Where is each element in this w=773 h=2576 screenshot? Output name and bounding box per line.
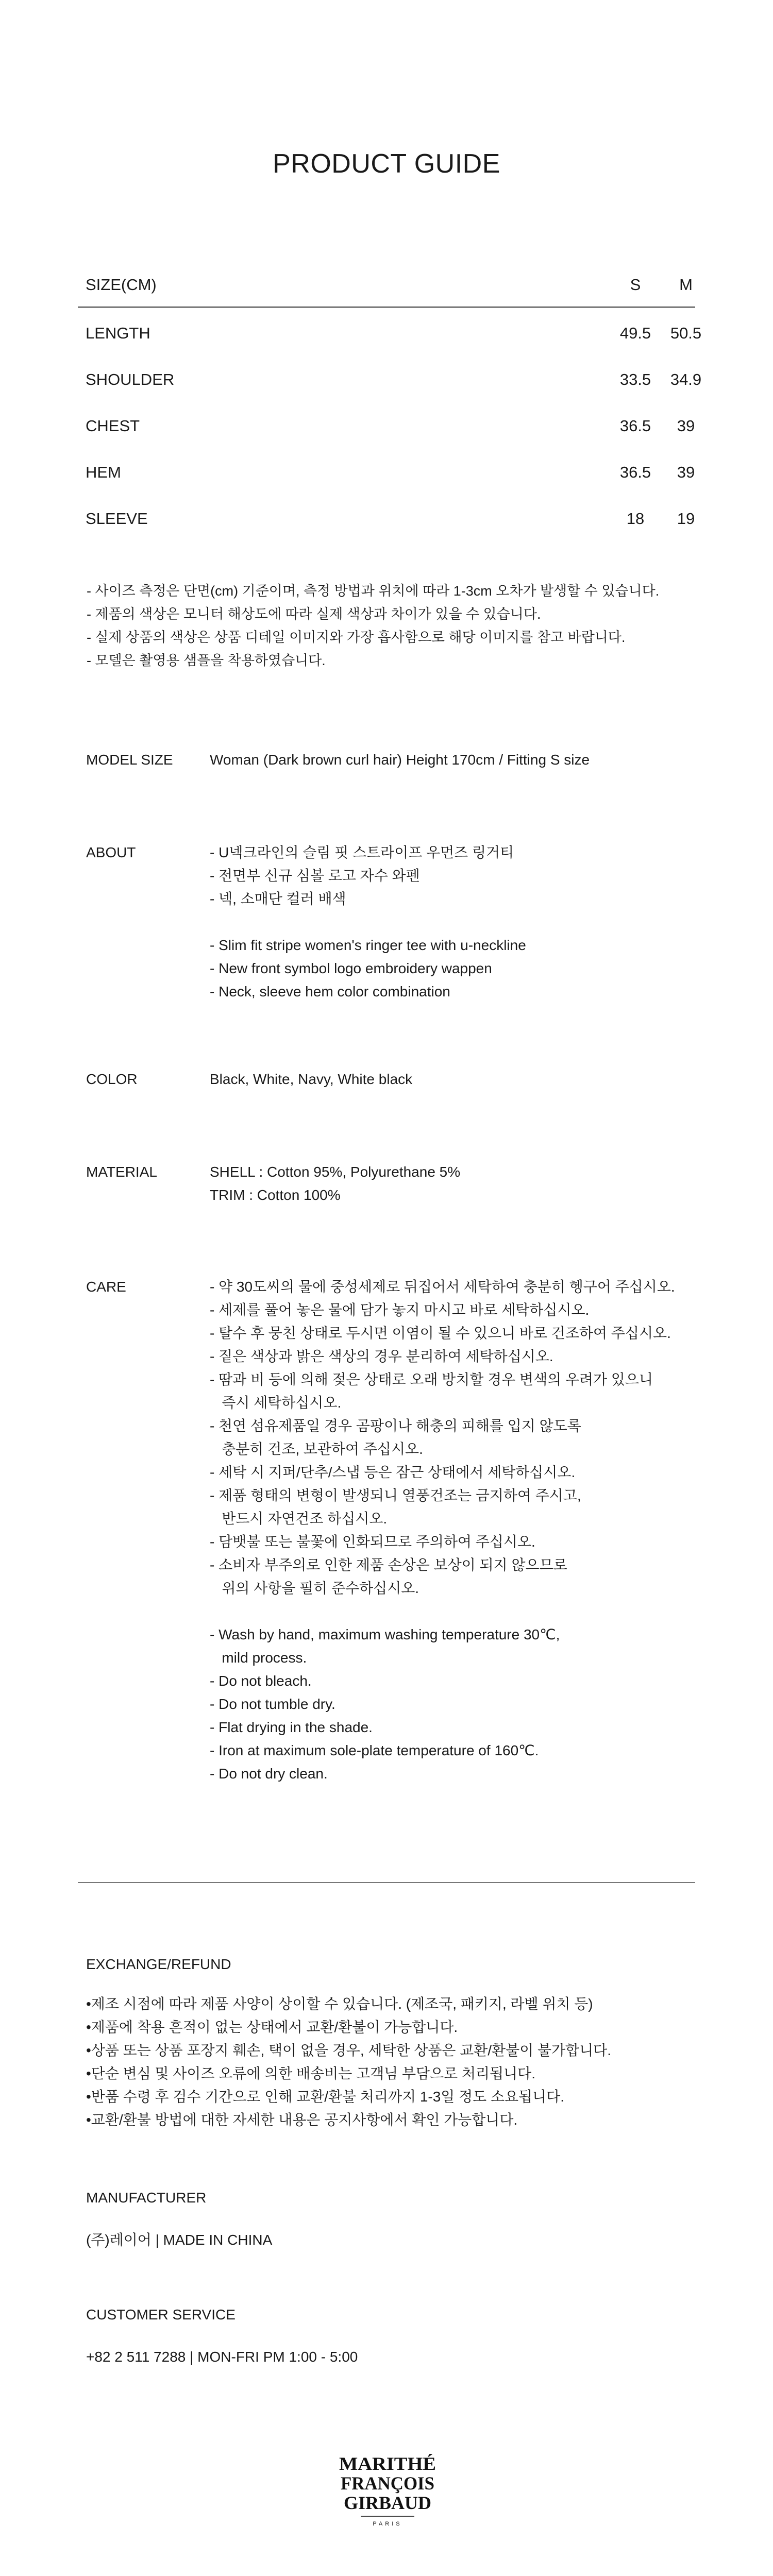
section-divider: [78, 1882, 695, 1883]
about-lines: [210, 841, 704, 1003]
care-line: - Iron at maximum sole-plate temperature of 160℃.: [210, 1742, 539, 1758]
size-note: - 실제 상품의 색상은 상품 디테일 이미지와 가장 흡사함으로 해당 이미지를 참고 바랍니다.: [87, 630, 626, 645]
care-line: - 소비자 부주의로 인한 제품 손상은 보상이 되지 않으므로: [210, 1557, 567, 1573]
size-row-length: [78, 310, 702, 357]
about-line: - New front symbol logo embroidery wappen: [210, 960, 492, 976]
customer-service-section: [86, 2303, 704, 2368]
logo-line-3: GIRBAUD: [344, 2493, 431, 2513]
about-line: - 전면부 신규 심볼 로고 자수 와펜: [210, 868, 420, 884]
material-line: TRIM : Cotton 100%: [210, 1187, 341, 1203]
page-title: PRODUCT GUIDE: [273, 149, 500, 179]
care-line: - 담뱃불 또는 불꽃에 인화되므로 주의하여 주십시오.: [210, 1534, 535, 1550]
brand-logo: [337, 2452, 438, 2529]
care-line: - Do not tumble dry.: [210, 1696, 335, 1712]
model-size-text: Woman (Dark brown curl hair) Height 170cm / Fitting S size: [210, 752, 590, 768]
exchange-refund-section: [86, 1953, 704, 2131]
care-line: - Do not dry clean.: [210, 1766, 328, 1782]
size-row-label: SHOULDER: [86, 370, 175, 388]
color-value: [210, 1067, 704, 1091]
about-label: ABOUT: [86, 844, 136, 860]
care-line: - Wash by hand, maximum washing temperature 30℃,: [210, 1626, 560, 1642]
size-header-m: M: [679, 276, 693, 294]
logo-line-2: FRANÇOIS: [341, 2473, 434, 2494]
size-row-label: LENGTH: [86, 324, 150, 342]
exchange-line: •교환/환불 방법에 대한 자세한 내용은 공지사항에서 확인 가능합니다.: [86, 2112, 518, 2128]
care-line: 반드시 자연건조 하십시오.: [210, 1511, 388, 1527]
manufacturer-section: [86, 2186, 704, 2251]
size-row-value-s: 36.5: [619, 463, 651, 481]
care-line: - 천연 섬유제품일 경우 곰팡이나 해충의 피해를 입지 않도록: [210, 1418, 581, 1434]
color-text: Black, White, Navy, White black: [210, 1071, 413, 1087]
about-line: - U넥크라인의 슬림 핏 스트라이프 우먼즈 링거티: [210, 844, 514, 860]
care-line: - 땀과 비 등에 의해 젖은 상태로 오래 방치할 경우 변색의 우려가 있으니: [210, 1371, 653, 1387]
size-header-s: S: [630, 276, 641, 294]
size-row-sleeve: [78, 496, 695, 542]
care-lines: [210, 1275, 704, 1785]
size-row-label: CHEST: [86, 417, 140, 435]
care-line: - 탈수 후 뭉친 상태로 두시면 이염이 될 수 있으니 바로 건조하여 주십시오.: [210, 1325, 671, 1341]
care-line: mild process.: [210, 1650, 307, 1666]
manufacturer-heading: MANUFACTURER: [86, 2190, 207, 2206]
logo-tagline: PARIS: [373, 2521, 402, 2527]
customer-service-heading: CUSTOMER SERVICE: [86, 2307, 236, 2323]
size-table-header: [78, 263, 695, 308]
care-line: - Do not bleach.: [210, 1673, 312, 1689]
size-row-value-m: 39: [677, 417, 695, 435]
material-lines: [210, 1160, 704, 1207]
care-line: 즉시 세탁하십시오.: [210, 1395, 342, 1411]
exchange-line: •제조 시점에 따라 제품 사양이 상이할 수 있습니다. (제조국, 패키지, 라벨 위치 등): [86, 1996, 593, 2012]
size-row-value-s: 33.5: [619, 370, 651, 388]
about-line: - 넥, 소매단 컬러 배색: [210, 891, 346, 907]
material-line: SHELL : Cotton 95%, Polyurethane 5%: [210, 1164, 461, 1180]
model-size-label: MODEL SIZE: [86, 752, 173, 768]
about-line: - Neck, sleeve hem color combination: [210, 984, 450, 999]
size-row-chest: [78, 403, 695, 449]
size-row-label: SLEEVE: [86, 510, 148, 528]
size-note: - 제품의 색상은 모니터 해상도에 따라 실제 색상과 차이가 있을 수 있습니다.: [87, 606, 541, 622]
size-note: - 모델은 촬영용 샘플을 착용하였습니다.: [87, 653, 326, 668]
size-row-value-s: 49.5: [619, 324, 651, 342]
care-line: 충분히 건조, 보관하여 주십시오.: [210, 1441, 423, 1457]
care-line: - 세탁 시 지퍼/단추/스냅 등은 잠근 상태에서 세탁하십시오.: [210, 1464, 576, 1480]
size-row-hem: [78, 449, 695, 496]
size-row-value-m: 50.5: [670, 324, 702, 342]
size-row-label: HEM: [86, 463, 121, 481]
care-line: - 약 30도씨의 물에 중성세제로 뒤집어서 세탁하여 충분히 헹구어 주십시오.: [210, 1279, 675, 1295]
material-label: MATERIAL: [86, 1164, 157, 1180]
exchange-refund-heading: EXCHANGE/REFUND: [86, 1956, 231, 1972]
care-line: [210, 1600, 704, 1623]
size-table: [78, 263, 702, 542]
model-size-value: [210, 748, 704, 771]
size-header-label: SIZE(CM): [86, 276, 157, 294]
care-line: - 짙은 색상과 밝은 색상의 경우 분리하여 세탁하십시오.: [210, 1348, 553, 1364]
manufacturer-value: (주)레이어 | MADE IN CHINA: [86, 2232, 273, 2248]
care-label: CARE: [86, 1279, 126, 1295]
about-line: - Slim fit stripe women's ringer tee with u-neckline: [210, 937, 526, 953]
size-row-value-m: 34.9: [670, 370, 702, 388]
exchange-line: •상품 또는 상품 포장지 훼손, 택이 없을 경우, 세탁한 상품은 교환/환불이 불가합니다.: [86, 2042, 612, 2058]
size-note: - 사이즈 측정은 단면(cm) 기준이며, 측정 방법과 위치에 따라 1-3cm 오차가 발생할 수 있습니다.: [87, 583, 660, 599]
size-row-shoulder: [78, 357, 702, 403]
exchange-line: •단순 변심 및 사이즈 오류에 의한 배송비는 고객님 부담으로 처리됩니다.: [86, 2065, 535, 2081]
care-line: - Flat drying in the shade.: [210, 1719, 373, 1735]
about-line: [210, 910, 704, 934]
size-notes: [87, 580, 705, 672]
size-row-value-m: 19: [677, 510, 695, 528]
size-row-value-m: 39: [677, 463, 695, 481]
size-row-value-s: 36.5: [619, 417, 651, 435]
exchange-line: •반품 수령 후 검수 기간으로 인해 교환/환불 처리까지 1-3일 정도 소요됩니다.: [86, 2089, 565, 2105]
color-label: COLOR: [86, 1071, 138, 1087]
care-line: - 제품 형태의 변형이 발생되니 열풍건조는 금지하여 주시고,: [210, 1487, 581, 1503]
size-row-value-s: 18: [626, 510, 645, 528]
exchange-line: •제품에 착용 흔적이 없는 상태에서 교환/환불이 가능합니다.: [86, 2019, 458, 2035]
care-line: - 세제를 풀어 놓은 물에 담가 놓지 마시고 바로 세탁하십시오.: [210, 1302, 590, 1318]
logo-line-1: MARITHÉ: [339, 2453, 436, 2474]
customer-service-value: +82 2 511 7288 | MON-FRI PM 1:00 - 5:00: [86, 2349, 358, 2365]
care-line: 위의 사항을 필히 준수하십시오.: [210, 1580, 419, 1596]
